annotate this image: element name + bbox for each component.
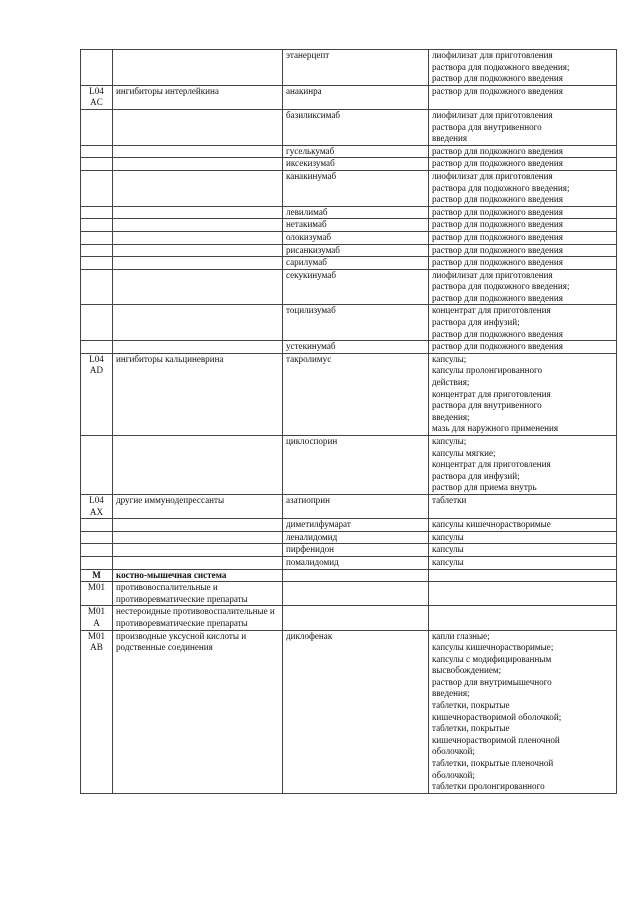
atc-code-cell xyxy=(81,436,113,495)
dosage-form-line: раствора для подкожного введения; xyxy=(432,281,570,292)
dosage-form-line: концентрат для приготовления xyxy=(432,459,551,470)
dosage-form-line: раствор для подкожного введения xyxy=(432,158,563,169)
drug-name-cell: этанерцепт xyxy=(283,50,429,86)
atc-code-cell: L04 AX xyxy=(81,494,113,518)
dosage-forms-cell xyxy=(429,569,617,582)
drug-name-cell: пирфенидон xyxy=(283,544,429,557)
dosage-forms-cell xyxy=(429,305,617,341)
table-row xyxy=(81,519,617,532)
atc-code-cell xyxy=(81,206,113,219)
table-row xyxy=(81,244,617,257)
atc-code-cell xyxy=(81,544,113,557)
table-row xyxy=(81,145,617,158)
dosage-form-line: введения xyxy=(432,133,468,144)
dosage-forms-cell xyxy=(429,341,617,354)
dosage-form-line: капли глазные; xyxy=(432,630,490,641)
dosage-forms-cell xyxy=(429,582,617,606)
dosage-form-line: капсулы мягкие; xyxy=(432,447,496,458)
atc-code-cell: M01 xyxy=(81,582,113,606)
dosage-form-line: раствор для подкожного введения xyxy=(432,73,563,84)
table-row xyxy=(81,231,617,244)
dosage-forms-cell xyxy=(429,544,617,557)
dosage-form-line: раствора для подкожного введения; xyxy=(432,61,570,72)
dosage-forms-cell xyxy=(429,556,617,569)
table-row xyxy=(81,436,617,495)
atc-code-cell xyxy=(81,341,113,354)
atc-group-cell xyxy=(113,556,283,569)
dosage-form-line: капсулы; xyxy=(432,353,467,364)
dosage-form-line: раствор для подкожного введения xyxy=(432,257,563,268)
dosage-form-line: концентрат для приготовления xyxy=(432,388,551,399)
drug-name-cell: помалидомид xyxy=(283,556,429,569)
dosage-form-line: капсулы xyxy=(432,531,464,542)
atc-code-cell xyxy=(81,257,113,270)
atc-code-cell xyxy=(81,145,113,158)
dosage-form-line: раствора для инфузий; xyxy=(432,470,520,481)
drug-list-table xyxy=(80,49,617,794)
atc-group-cell xyxy=(113,109,283,145)
dosage-form-line: раствор для приема внутрь xyxy=(432,482,537,493)
dosage-form-line: раствор для подкожного введения xyxy=(432,194,563,205)
dosage-form-line: раствора для подкожного введения; xyxy=(432,182,570,193)
drug-name-cell: гуселькумаб xyxy=(283,145,429,158)
dosage-form-line: раствора для внутривенного xyxy=(432,121,542,132)
table-row xyxy=(81,582,617,606)
dosage-form-line: концентрат для приготовления xyxy=(432,305,551,316)
atc-code-cell xyxy=(81,50,113,86)
dosage-form-line: раствор для подкожного введения xyxy=(432,328,563,339)
atc-group-cell xyxy=(113,519,283,532)
dosage-form-line: лиофилизат для приготовления xyxy=(432,109,553,120)
atc-group-cell xyxy=(113,244,283,257)
drug-name-cell: левилимаб xyxy=(283,206,429,219)
dosage-form-line: лиофилизат для приготовления xyxy=(432,269,553,280)
dosage-forms-cell xyxy=(429,145,617,158)
drug-list-body xyxy=(81,50,617,794)
dosage-form-line: раствор для подкожного введения xyxy=(432,206,563,217)
table-row xyxy=(81,544,617,557)
dosage-form-line: оболочкой; xyxy=(432,746,475,757)
dosage-forms-cell xyxy=(429,436,617,495)
dosage-forms-cell xyxy=(429,231,617,244)
dosage-form-line: раствор для подкожного введения xyxy=(432,292,563,303)
table-row xyxy=(81,158,617,171)
table-row xyxy=(81,305,617,341)
dosage-form-line: лиофилизат для приготовления xyxy=(432,50,553,60)
drug-name-cell xyxy=(283,569,429,582)
atc-group-cell xyxy=(113,145,283,158)
dosage-form-line: кишечнорастворимой оболочкой; xyxy=(432,711,562,722)
atc-code-cell: M xyxy=(81,569,113,582)
atc-code-cell xyxy=(81,556,113,569)
table-row xyxy=(81,494,617,518)
dosage-form-line: раствор для подкожного введения xyxy=(432,341,563,352)
dosage-form-line: действия; xyxy=(432,377,470,388)
drug-name-cell: анакинра xyxy=(283,85,429,109)
dosage-forms-cell xyxy=(429,109,617,145)
dosage-form-line: таблетки, покрытые xyxy=(432,700,510,711)
table-row xyxy=(81,219,617,232)
table-row xyxy=(81,109,617,145)
table-row xyxy=(81,257,617,270)
drug-name-cell: нетакимаб xyxy=(283,219,429,232)
table-row xyxy=(81,170,617,206)
atc-code-cell xyxy=(81,519,113,532)
dosage-form-line: капсулы пролонгированного xyxy=(432,365,543,376)
dosage-forms-cell xyxy=(429,206,617,219)
dosage-form-line: капсулы кишечнорастворимые; xyxy=(432,642,554,653)
atc-code-cell: L04 AC xyxy=(81,85,113,109)
drug-name-cell: иксекизумаб xyxy=(283,158,429,171)
drug-name-cell xyxy=(283,582,429,606)
dosage-form-line: раствор для подкожного введения xyxy=(432,219,563,230)
table-row xyxy=(81,569,617,582)
dosage-form-line: раствор для внутримышечного xyxy=(432,676,552,687)
dosage-forms-cell xyxy=(429,269,617,305)
atc-group-cell xyxy=(113,50,283,86)
table-row xyxy=(81,50,617,86)
drug-name-cell: такролимус xyxy=(283,353,429,435)
dosage-forms-cell xyxy=(429,85,617,109)
dosage-form-line: раствор для подкожного введения xyxy=(432,231,563,242)
dosage-forms-cell xyxy=(429,219,617,232)
atc-group-cell xyxy=(113,305,283,341)
atc-group-cell xyxy=(113,269,283,305)
drug-name-cell: устекинумаб xyxy=(283,341,429,354)
drug-name-cell: диклофенак xyxy=(283,630,429,793)
dosage-form-line: раствор для подкожного введения xyxy=(432,244,563,255)
atc-code-cell xyxy=(81,305,113,341)
dosage-forms-cell xyxy=(429,353,617,435)
atc-group-cell: противовоспалительные и противоревматические препараты xyxy=(113,582,283,606)
atc-code-cell xyxy=(81,170,113,206)
atc-code-cell xyxy=(81,231,113,244)
atc-code-cell xyxy=(81,269,113,305)
drug-name-cell: секукинумаб xyxy=(283,269,429,305)
dosage-form-line: лиофилизат для приготовления xyxy=(432,170,553,181)
table-row xyxy=(81,353,617,435)
atc-code-cell xyxy=(81,158,113,171)
atc-code-cell xyxy=(81,531,113,544)
atc-group-cell: нестероидные противовоспалительные и противоревматические препараты xyxy=(113,606,283,630)
table-row xyxy=(81,269,617,305)
table-row xyxy=(81,85,617,109)
drug-name-cell: диметилфумарат xyxy=(283,519,429,532)
dosage-form-line: введения; xyxy=(432,411,470,422)
atc-group-cell: производные уксусной кислоты и родственные соединения xyxy=(113,630,283,793)
drug-name-cell: циклоспорин xyxy=(283,436,429,495)
drug-name-cell: сарилумаб xyxy=(283,257,429,270)
atc-group-cell xyxy=(113,231,283,244)
atc-group-cell xyxy=(113,170,283,206)
dosage-forms-cell xyxy=(429,519,617,532)
dosage-form-line: таблетки xyxy=(432,494,467,505)
dosage-forms-cell xyxy=(429,531,617,544)
drug-name-cell: тоцилизумаб xyxy=(283,305,429,341)
dosage-forms-cell xyxy=(429,494,617,518)
dosage-form-line: высвобождением; xyxy=(432,665,502,676)
dosage-form-line: капсулы xyxy=(432,544,464,555)
atc-group-cell xyxy=(113,544,283,557)
dosage-forms-cell xyxy=(429,630,617,793)
dosage-form-line: раствора для внутривенного xyxy=(432,400,542,411)
table-row xyxy=(81,606,617,630)
drug-name-cell xyxy=(283,606,429,630)
dosage-forms-cell xyxy=(429,606,617,630)
atc-group-cell: костно-мышечная система xyxy=(113,569,283,582)
drug-name-cell: рисанкизумаб xyxy=(283,244,429,257)
dosage-forms-cell xyxy=(429,50,617,86)
dosage-forms-cell xyxy=(429,257,617,270)
dosage-form-line: мазь для наружного применения xyxy=(432,423,559,434)
table-row xyxy=(81,206,617,219)
atc-group-cell: ингибиторы интерлейкина xyxy=(113,85,283,109)
table-row xyxy=(81,341,617,354)
atc-code-cell: M01 AB xyxy=(81,630,113,793)
dosage-form-line: оболочкой; xyxy=(432,769,475,780)
dosage-form-line: раствора для инфузий; xyxy=(432,317,520,328)
atc-code-cell: M01 A xyxy=(81,606,113,630)
atc-group-cell xyxy=(113,257,283,270)
atc-code-cell: L04 AD xyxy=(81,353,113,435)
drug-name-cell: базиликсимаб xyxy=(283,109,429,145)
drug-name-cell: азатиоприн xyxy=(283,494,429,518)
dosage-form-line: капсулы xyxy=(432,556,464,567)
drug-name-cell: олокизумаб xyxy=(283,231,429,244)
atc-group-cell xyxy=(113,219,283,232)
dosage-form-line: раствор для подкожного введения xyxy=(432,85,563,96)
dosage-form-line: таблетки, покрытые пленочной xyxy=(432,758,554,769)
atc-group-cell xyxy=(113,206,283,219)
drug-name-cell: леналидомид xyxy=(283,531,429,544)
atc-group-cell xyxy=(113,158,283,171)
dosage-form-line: таблетки пролонгированного xyxy=(432,781,545,792)
drug-name-cell: канакинумаб xyxy=(283,170,429,206)
atc-group-cell xyxy=(113,341,283,354)
dosage-form-line: капсулы; xyxy=(432,436,467,446)
atc-group-cell xyxy=(113,531,283,544)
atc-group-cell: ингибиторы кальциневрина xyxy=(113,353,283,435)
dosage-form-line: капсулы кишечнорастворимые xyxy=(432,519,551,530)
dosage-form-line: капсулы с модифицированным xyxy=(432,653,552,664)
dosage-forms-cell xyxy=(429,170,617,206)
dosage-form-line: кишечнорастворимой пленочной xyxy=(432,734,560,745)
atc-group-cell xyxy=(113,436,283,495)
dosage-forms-cell xyxy=(429,244,617,257)
atc-group-cell: другие иммунодепрессанты xyxy=(113,494,283,518)
table-row xyxy=(81,556,617,569)
dosage-form-line: таблетки, покрытые xyxy=(432,723,510,734)
dosage-form-line: раствор для подкожного введения xyxy=(432,145,563,156)
table-row xyxy=(81,630,617,793)
dosage-form-line: введения; xyxy=(432,688,470,699)
atc-code-cell xyxy=(81,244,113,257)
atc-code-cell xyxy=(81,109,113,145)
dosage-forms-cell xyxy=(429,158,617,171)
table-row xyxy=(81,531,617,544)
atc-code-cell xyxy=(81,219,113,232)
